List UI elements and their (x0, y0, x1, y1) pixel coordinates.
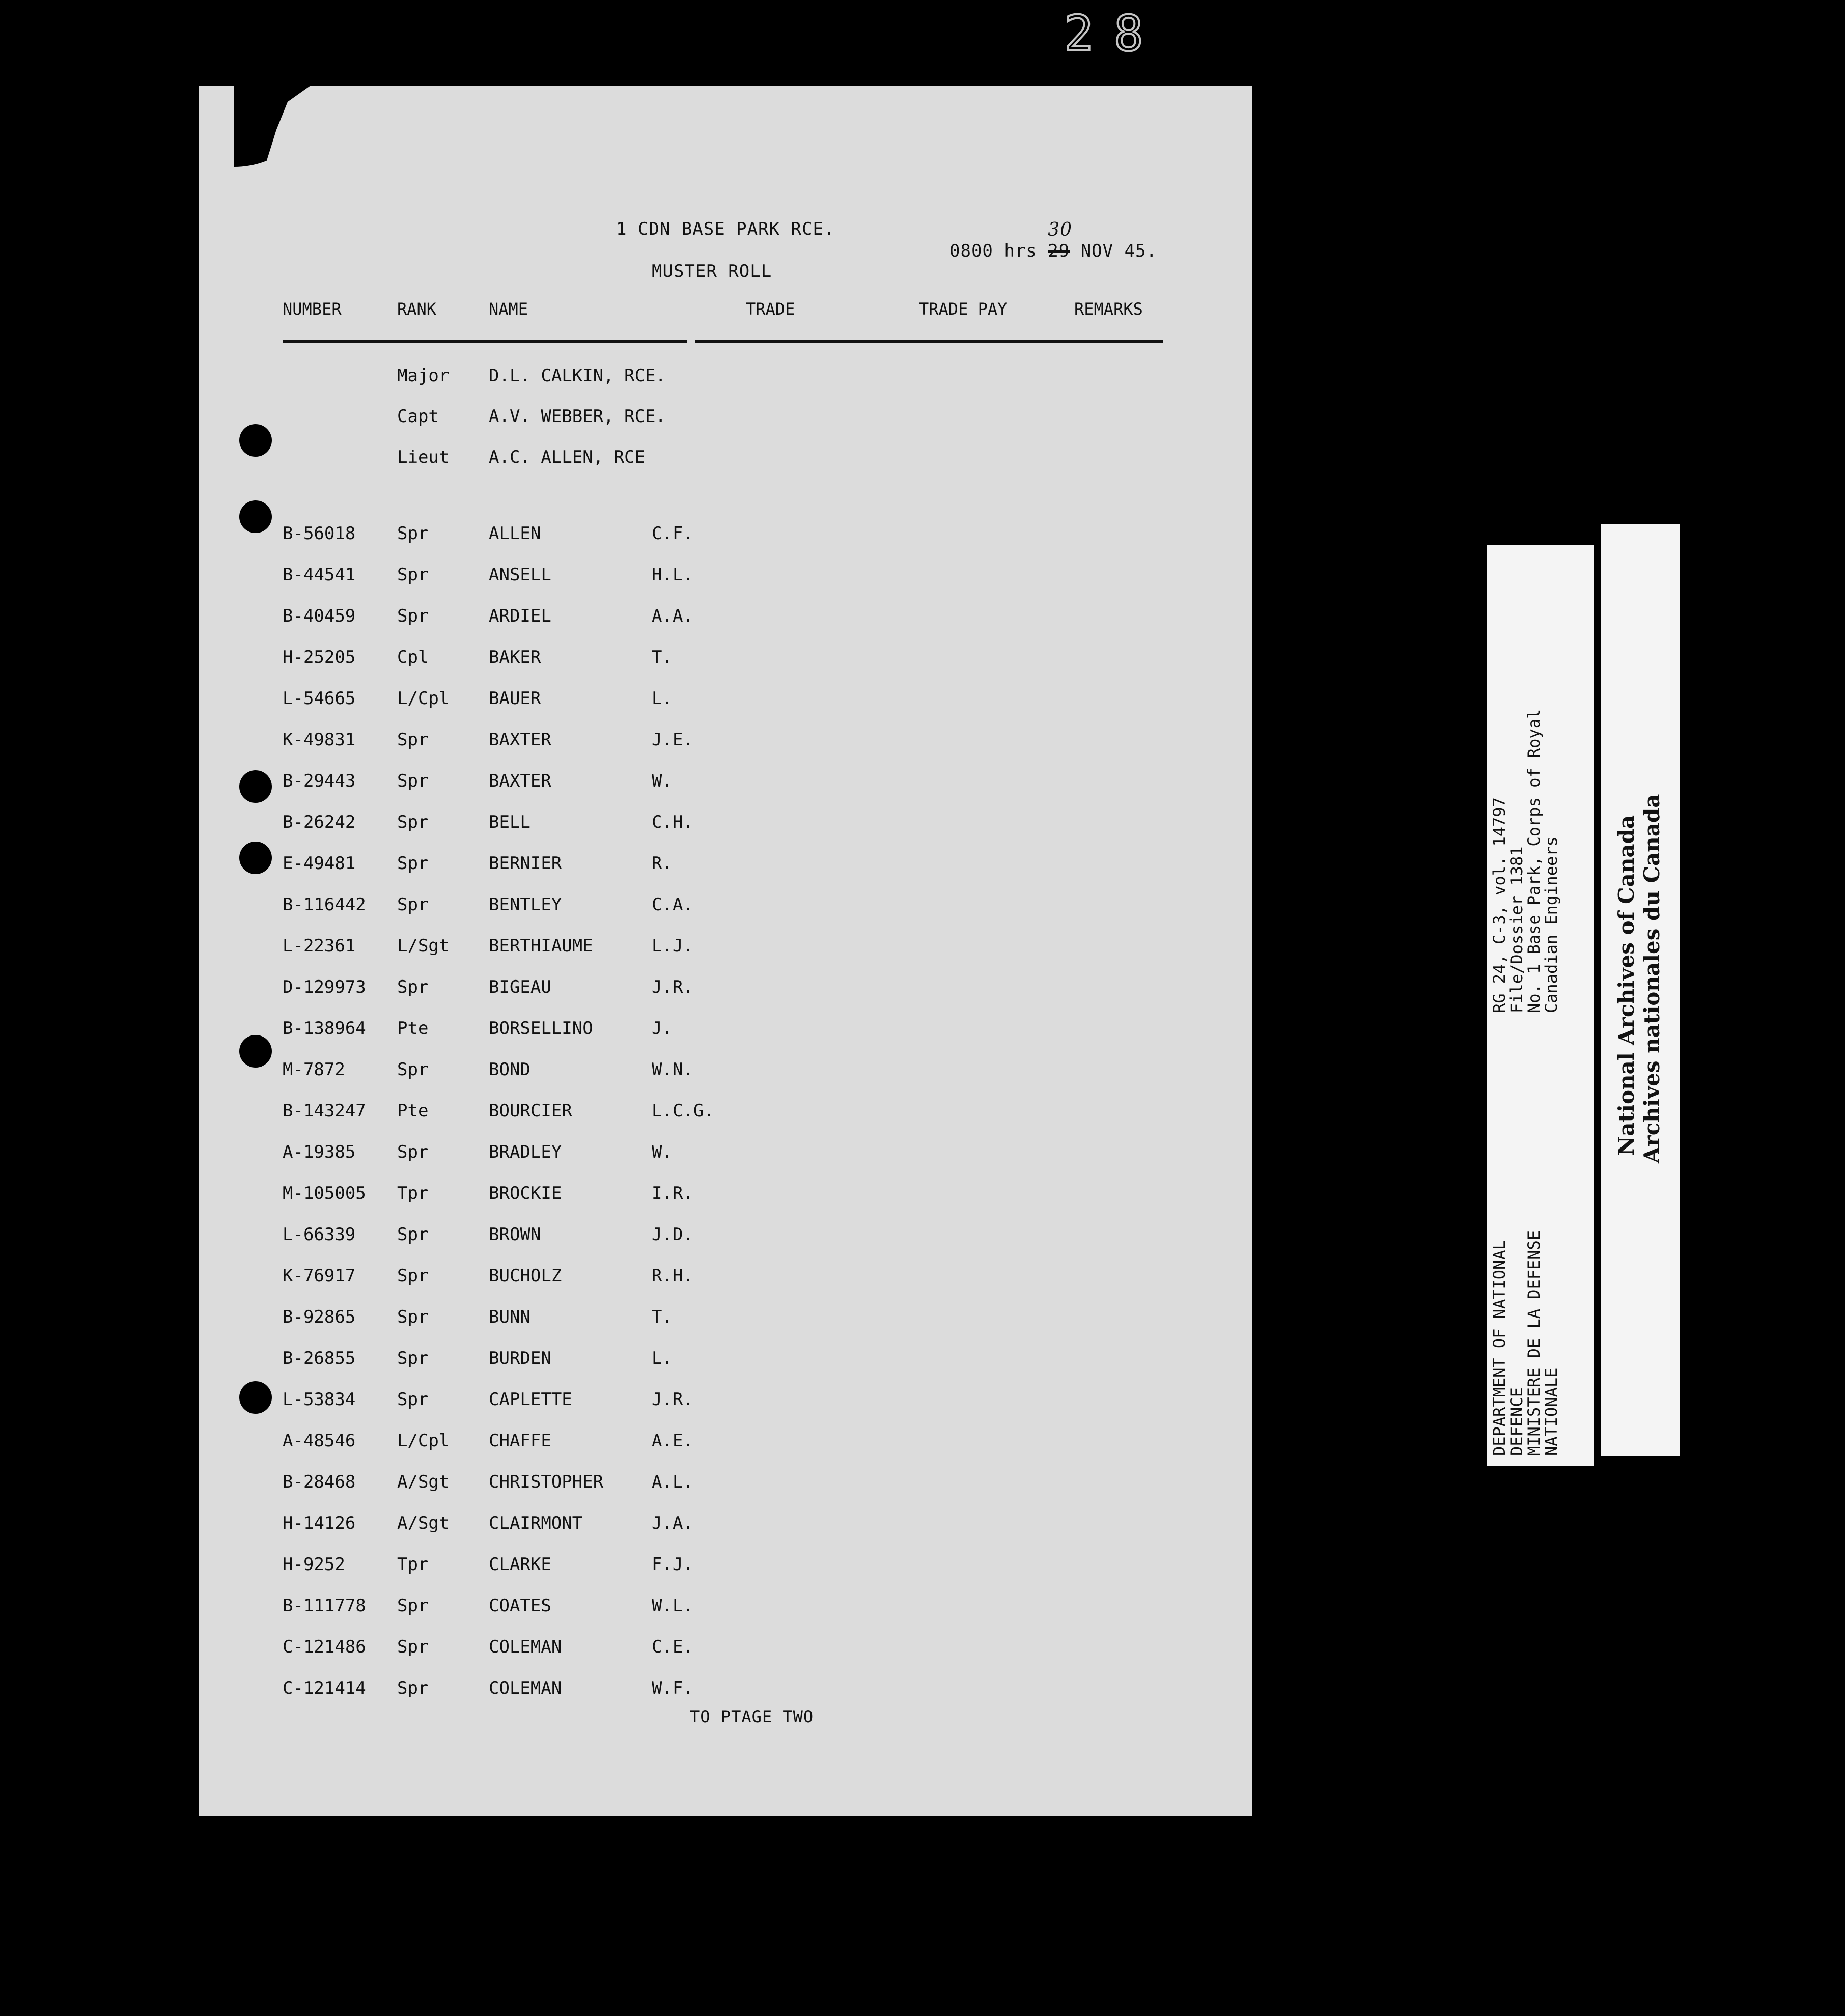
corner-page-number: 28 (1064, 5, 1164, 62)
col-rank: RANK (397, 299, 437, 319)
officer-rank: Capt (397, 406, 439, 427)
muster-roll-sheet (199, 86, 1252, 1816)
initials: J. (652, 1018, 673, 1039)
roll-title: MUSTER ROLL (652, 261, 772, 282)
service-number: D-129973 (283, 977, 366, 997)
initials: A.E. (652, 1431, 693, 1451)
rank: Tpr (397, 1554, 429, 1575)
table-row (199, 1266, 1252, 1306)
surname: BUNN (489, 1307, 530, 1327)
service-number: E-49481 (283, 853, 356, 874)
date-struck: 29 (1048, 241, 1070, 261)
ref-line: Canadian Engineers (1542, 836, 1561, 1013)
service-number: B-29443 (283, 771, 356, 791)
rank: Spr (397, 771, 429, 791)
service-number: K-76917 (283, 1266, 356, 1286)
rank: Spr (397, 1142, 429, 1162)
surname: BIGEAU (489, 977, 551, 997)
archive-label (1487, 524, 1680, 1466)
archive-name-fr: Archives nationales du Canada (1639, 794, 1664, 1163)
service-number: L-22361 (283, 936, 356, 956)
officer-name: A.C. ALLEN, RCE (489, 447, 646, 467)
service-number: C-121414 (283, 1678, 366, 1698)
service-number: B-92865 (283, 1307, 356, 1327)
officer-rank: Lieut (397, 447, 450, 467)
surname: CAPLETTE (489, 1389, 572, 1410)
initials: H.L. (652, 565, 693, 585)
initials: J.R. (652, 1389, 693, 1410)
surname: BURDEN (489, 1348, 551, 1368)
initials: C.F. (652, 523, 693, 544)
surname: ARDIEL (489, 606, 551, 626)
surname: COATES (489, 1595, 551, 1616)
service-number: L-66339 (283, 1224, 356, 1245)
table-row (199, 977, 1252, 1018)
officer-row (199, 406, 1252, 447)
service-number: K-49831 (283, 730, 356, 750)
table-row (199, 1554, 1252, 1595)
col-name: NAME (489, 299, 528, 319)
surname: BENTLEY (489, 894, 562, 915)
officer-name: D.L. CALKIN, RCE. (489, 366, 666, 386)
officer-name: A.V. WEBBER, RCE. (489, 406, 666, 427)
surname: BOURCIER (489, 1101, 572, 1121)
rank: Spr (397, 606, 429, 626)
table-row (199, 1348, 1252, 1389)
table-row (199, 936, 1252, 976)
table-row (199, 1018, 1252, 1059)
initials: R.H. (652, 1266, 693, 1286)
initials: A.A. (652, 606, 693, 626)
officer-row (199, 366, 1252, 406)
rank: Spr (397, 1059, 429, 1080)
roll-date (949, 219, 1157, 261)
ref-line-handwritten: File/Dossier 1381 (1507, 846, 1526, 1013)
rank: Pte (397, 1018, 429, 1039)
col-trade-pay: TRADE PAY (919, 299, 1008, 319)
rank: Spr (397, 1637, 429, 1657)
rank: Tpr (397, 1183, 429, 1203)
surname: BAUER (489, 688, 541, 709)
col-trade: TRADE (746, 299, 795, 319)
table-row (199, 1513, 1252, 1554)
service-number: B-26855 (283, 1348, 356, 1368)
officer-rank: Major (397, 366, 450, 386)
surname: BORSELLINO (489, 1018, 593, 1039)
rank: Spr (397, 853, 429, 874)
rank: Spr (397, 894, 429, 915)
initials: W.N. (652, 1059, 693, 1080)
surname: CLARKE (489, 1554, 551, 1575)
archive-ref-card (1487, 545, 1594, 1466)
ref-line: RG 24, C-3, vol. 14797 (1490, 797, 1509, 1013)
surname: CHRISTOPHER (489, 1472, 604, 1492)
header-rule (283, 340, 687, 343)
table-row (199, 894, 1252, 935)
initials: R. (652, 853, 673, 874)
service-number: B-111778 (283, 1595, 366, 1616)
archive-name-en: National Archives of Canada (1614, 815, 1639, 1156)
surname: ANSELL (489, 565, 551, 585)
rank: A/Sgt (397, 1472, 450, 1492)
table-row (199, 1059, 1252, 1100)
surname: CLAIRMONT (489, 1513, 583, 1533)
service-number: H-9252 (283, 1554, 345, 1575)
initials: T. (652, 1307, 673, 1327)
surname: COLEMAN (489, 1637, 562, 1657)
initials: F.J. (652, 1554, 693, 1575)
continuation-note: TO PTAGE TWO (690, 1707, 814, 1726)
surname: BAXTER (489, 771, 551, 791)
surname: BOND (489, 1059, 530, 1080)
initials: J.D. (652, 1224, 693, 1245)
initials: C.A. (652, 894, 693, 915)
initials: W. (652, 1142, 673, 1162)
rank: Spr (397, 1224, 429, 1245)
table-row (199, 688, 1252, 729)
initials: C.E. (652, 1637, 693, 1657)
rank: Spr (397, 1348, 429, 1368)
rank: Spr (397, 1389, 429, 1410)
table-row (199, 1595, 1252, 1636)
surname: BAKER (489, 647, 541, 667)
table-row (199, 1389, 1252, 1430)
initials: C.H. (652, 812, 693, 832)
surname: BROWN (489, 1224, 541, 1245)
rank: Spr (397, 1595, 429, 1616)
dept-line: MINISTERE DE LA DEFENSE (1524, 1230, 1544, 1456)
table-row (199, 606, 1252, 647)
initials: J.E. (652, 730, 693, 750)
service-number: A-19385 (283, 1142, 356, 1162)
table-row (199, 771, 1252, 811)
surname: BAXTER (489, 730, 551, 750)
table-row (199, 1183, 1252, 1224)
table-row (199, 1101, 1252, 1141)
table-row (199, 1472, 1252, 1513)
surname: BUCHOLZ (489, 1266, 562, 1286)
initials: W.F. (652, 1678, 693, 1698)
service-number: M-105005 (283, 1183, 366, 1203)
table-row (199, 812, 1252, 853)
service-number: M-7872 (283, 1059, 345, 1080)
service-number: A-48546 (283, 1431, 356, 1451)
rank: Spr (397, 812, 429, 832)
header-rule (695, 340, 1163, 343)
service-number: B-138964 (283, 1018, 366, 1039)
table-row (199, 1142, 1252, 1183)
initials: L.C.G. (652, 1101, 714, 1121)
officer-row (199, 447, 1252, 488)
service-number: H-25205 (283, 647, 356, 667)
table-row (199, 1307, 1252, 1348)
service-number: B-40459 (283, 606, 356, 626)
rank: L/Cpl (397, 688, 450, 709)
torn-corner (234, 86, 311, 167)
initials: L.J. (652, 936, 693, 956)
col-number: NUMBER (283, 299, 342, 319)
dept-line: DEFENCE (1507, 1387, 1526, 1456)
rank: Pte (397, 1101, 429, 1121)
service-number: C-121486 (283, 1637, 366, 1657)
service-number: B-56018 (283, 523, 356, 544)
initials: L. (652, 1348, 673, 1368)
initials: A.L. (652, 1472, 693, 1492)
surname: BRADLEY (489, 1142, 562, 1162)
surname: COLEMAN (489, 1678, 562, 1698)
rank: Spr (397, 565, 429, 585)
rank: Spr (397, 1266, 429, 1286)
rank: Spr (397, 730, 429, 750)
table-row (199, 1224, 1252, 1265)
rank: L/Cpl (397, 1431, 450, 1451)
initials: T. (652, 647, 673, 667)
surname: BELL (489, 812, 530, 832)
dept-line: DEPARTMENT OF NATIONAL (1490, 1240, 1509, 1456)
table-row (199, 730, 1252, 770)
rank: Spr (397, 1307, 429, 1327)
service-number: B-28468 (283, 1472, 356, 1492)
archive-stamp-card (1601, 524, 1680, 1456)
initials: J.A. (652, 1513, 693, 1533)
table-row (199, 565, 1252, 605)
date-suffix: NOV 45. (1080, 241, 1157, 261)
initials: I.R. (652, 1183, 693, 1203)
rank: A/Sgt (397, 1513, 450, 1533)
dept-line: NATIONALE (1542, 1367, 1561, 1456)
initials: W.L. (652, 1595, 693, 1616)
initials: L. (652, 688, 673, 709)
service-number: L-53834 (283, 1389, 356, 1410)
service-number: H-14126 (283, 1513, 356, 1533)
unit-title: 1 CDN BASE PARK RCE. (616, 219, 835, 239)
initials: J.R. (652, 977, 693, 997)
table-row (199, 853, 1252, 894)
service-number: L-54665 (283, 688, 356, 709)
rank: Cpl (397, 647, 429, 667)
surname: BERTHIAUME (489, 936, 593, 956)
surname: BERNIER (489, 853, 562, 874)
service-number: B-44541 (283, 565, 356, 585)
rank: L/Sgt (397, 936, 450, 956)
initials: W. (652, 771, 673, 791)
table-row (199, 1637, 1252, 1677)
date-prefix: 0800 hrs (949, 241, 1037, 261)
rank: Spr (397, 977, 429, 997)
surname: BROCKIE (489, 1183, 562, 1203)
rank: Spr (397, 523, 429, 544)
date-handwritten: 30 (1048, 219, 1073, 240)
surname: ALLEN (489, 523, 541, 544)
table-row (199, 1431, 1252, 1471)
service-number: B-116442 (283, 894, 366, 915)
service-number: B-26242 (283, 812, 356, 832)
col-remarks: REMARKS (1074, 299, 1143, 319)
rank: Spr (397, 1678, 429, 1698)
ref-line: No. 1 Base Park, Corps of Royal (1524, 709, 1544, 1013)
service-number: B-143247 (283, 1101, 366, 1121)
table-row (199, 523, 1252, 564)
table-row (199, 647, 1252, 688)
surname: CHAFFE (489, 1431, 551, 1451)
